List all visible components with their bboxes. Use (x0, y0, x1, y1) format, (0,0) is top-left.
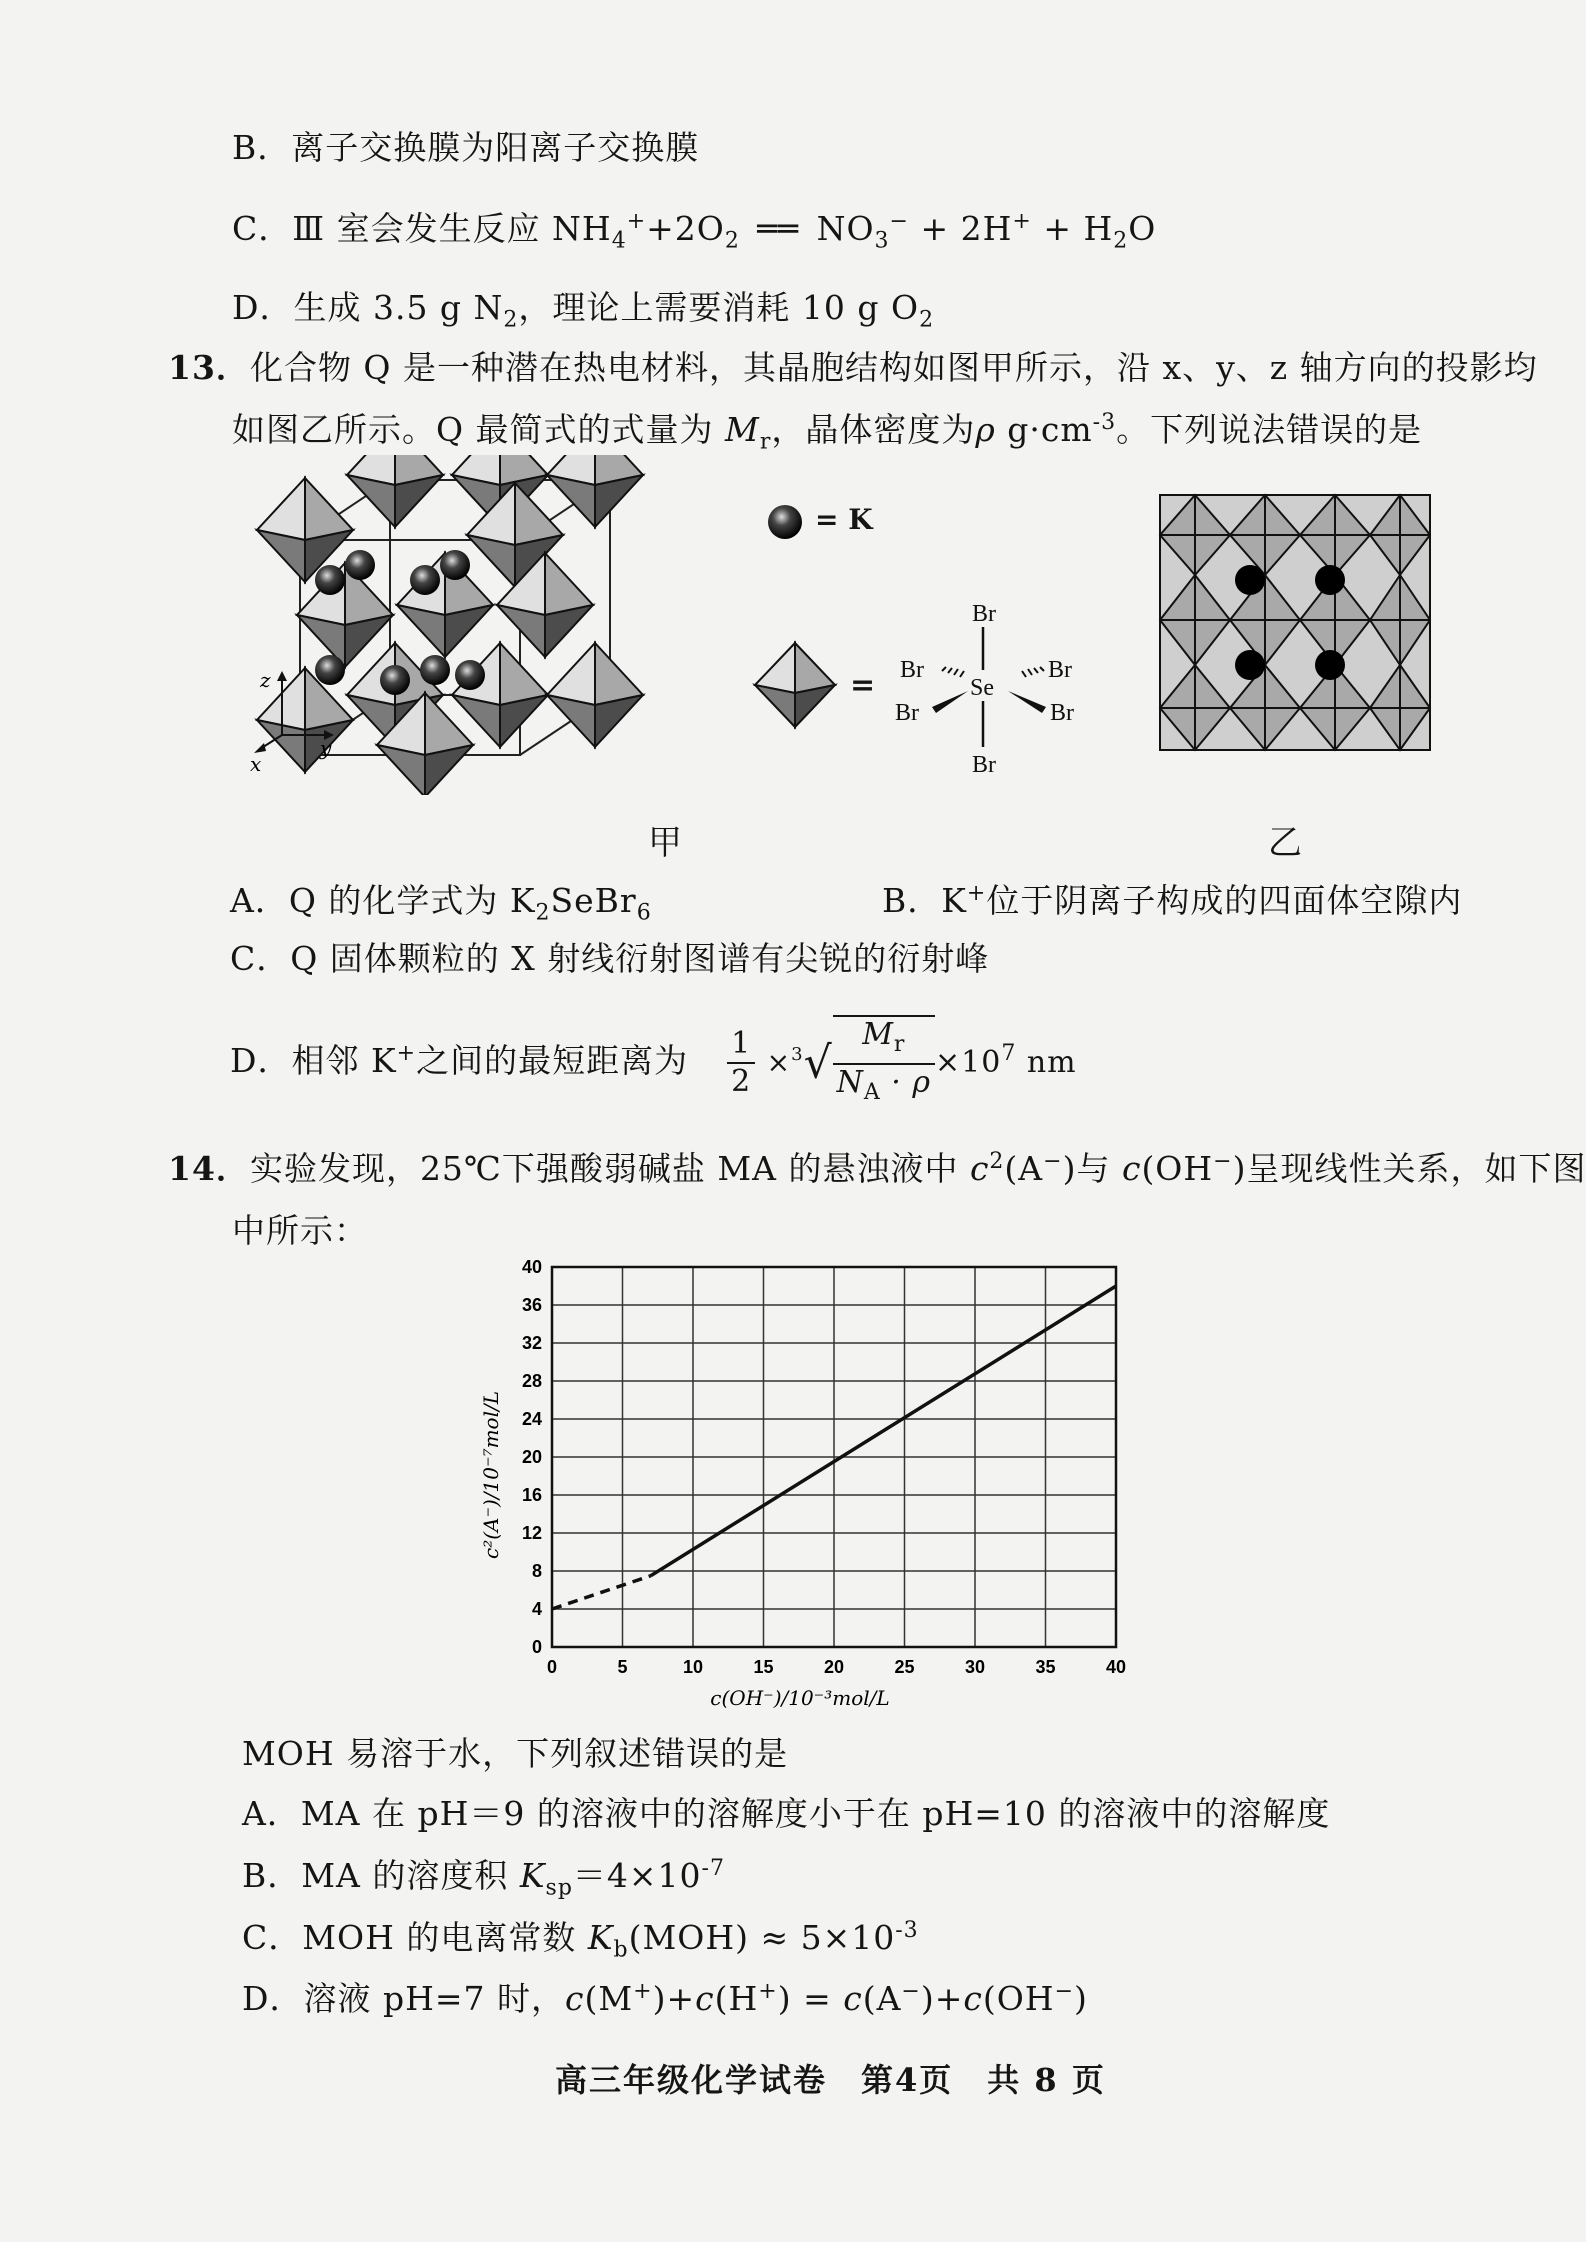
y-tick-label: 12 (521, 1523, 542, 1543)
question-number: 13． (168, 348, 250, 387)
y-tick-label: 36 (521, 1295, 542, 1315)
q14-option-b: B．MA 的溶度积 $K_{sp}=4\times 10^{-7}$ (242, 1856, 725, 1901)
q12-option-b (232, 122, 699, 169)
option-text: 离子交换膜为阳离子交换膜 (291, 128, 700, 167)
linear-relationship-chart (470, 1255, 1150, 1715)
question-number: 14． (168, 1149, 250, 1188)
br-atom-upper-left: Br (900, 657, 924, 683)
y-tick-label: 4 (531, 1599, 542, 1619)
x-tick-label: 15 (753, 1657, 774, 1677)
x-tick-labels (547, 1657, 1126, 1677)
q13-stem-line2: 如图乙所示。Q 最简式的式量为 $M_r$，晶体密度为ρ $g\cdot cm^{-3}$。下列说法错误的是 (232, 410, 1423, 455)
x-tick-label: 0 (546, 1657, 558, 1677)
br-atom-top: Br (972, 601, 996, 627)
q12-option-d: D．生成 3.5 g $N_2$，理论上需要消耗 10 g $O_2$ (232, 288, 935, 333)
y-axis-label: c²(A⁻)/10⁻⁷mol/L (479, 1390, 503, 1560)
y-tick-label: 16 (521, 1485, 542, 1505)
q14-stem-line2: 中所示： (232, 1211, 368, 1250)
q14-option-d: D．溶液 pH=7 时，c(M+)+c(H+) = c(A−)+c(OH−) (242, 1979, 1088, 2018)
caption-yi: 乙 (1268, 823, 1302, 863)
x-tick-label: 25 (894, 1657, 915, 1677)
x-tick-label: 40 (1105, 1657, 1127, 1677)
series-line-dashed (552, 1576, 651, 1609)
br-atom-upper-right: Br (1048, 657, 1072, 683)
x-tick-label: 10 (682, 1657, 704, 1677)
q13-option-a: A．Q 的化学式为 $K_2SeBr_6$ (230, 881, 652, 926)
axes-icon (240, 665, 350, 775)
y-tick-label: 8 (531, 1561, 542, 1581)
caption-jia: 甲 (648, 823, 682, 863)
fraction-mr-over-na-rho: $\frac{M_r}{N_A \cdot \rho}$ (833, 1015, 935, 1111)
x-axis-label: c(OH⁻)/10⁻³mol/L (710, 1686, 890, 1710)
y-tick-label: 32 (521, 1333, 542, 1353)
br-atom-bottom: Br (972, 752, 996, 778)
page-footer: 高三年级化学试卷 第4页 共 8 页 (555, 2061, 1106, 2099)
y-tick-labels (522, 1257, 542, 1657)
chart-grid (552, 1267, 1116, 1647)
y-tick-label: 20 (521, 1447, 542, 1467)
q14-stem-line1: 14．实验发现，25℃下强酸弱碱盐 MA 的悬浊液中 $c^2(A^-)$与 c(OH−)呈现线性关系，如下图 (168, 1149, 1586, 1188)
y-tick-label: 0 (531, 1637, 542, 1657)
x-tick-label: 20 (823, 1657, 845, 1677)
fraction-one-half: $\frac{1}{2}$ (727, 1026, 755, 1100)
q13-option-c: C．Q 固体颗粒的 X 射线衍射图谱有尖锐的衍射峰 (230, 939, 990, 978)
q14-option-c: C．MOH 的电离常数 $K_b(MOH) \approx 5\times 10^{-3}$ (242, 1918, 919, 1963)
y-tick-label: 40 (521, 1257, 542, 1277)
x-tick-label: 35 (1035, 1657, 1056, 1677)
legend-equals: = (850, 668, 876, 703)
y-tick-label: 28 (521, 1371, 542, 1391)
q12-option-c: C．Ⅲ 室会发生反应 $NH_4^++2O_2$ ══ $NO_3^- + 2H^+ + H_2O$ (232, 209, 1157, 254)
projection-tiles (1160, 495, 1430, 750)
projection-figure-yi (1155, 490, 1445, 760)
x-tick-label: 30 (964, 1657, 986, 1677)
br-atom-lower-right: Br (1050, 700, 1074, 726)
axis-label-y: y (320, 736, 332, 760)
potassium-legend-ball (765, 502, 805, 542)
axis-label-z: z (260, 668, 271, 692)
octahedron-legend-icon (745, 635, 845, 735)
q14-question-prompt: MOH 易溶于水，下列叙述错误的是 (242, 1734, 789, 1773)
se-atom-center: Se (970, 675, 994, 701)
q13-stem-line1: 13．化合物 Q 是一种潜在热电材料，其晶胞结构如图甲所示，沿 x、y、z 轴方向的投影均 (168, 348, 1538, 387)
q13-option-b: B．K+位于阴离子构成的四面体空隙内 (882, 881, 1463, 920)
legend-k-label: = K (815, 503, 873, 536)
x-tick-label: 5 (617, 1657, 628, 1677)
axis-label-x: x (250, 752, 262, 775)
y-tick-label: 24 (521, 1409, 542, 1429)
br-atom-lower-left: Br (895, 700, 919, 726)
q14-option-a: A．MA 在 pH＝9 的溶液中的溶解度小于在 pH=10 的溶液中的溶解度 (242, 1794, 1331, 1833)
option-label: B． (232, 128, 292, 167)
sebr6-structure-diagram (880, 595, 1100, 785)
q13-option-d: D．相邻 K+之间的最短距离为 $\frac{1}{2}$ ×$^3$√ $\frac{M_r}{N_A \cdot \rho}$ $\times 10^7$ nm (230, 1015, 1077, 1111)
